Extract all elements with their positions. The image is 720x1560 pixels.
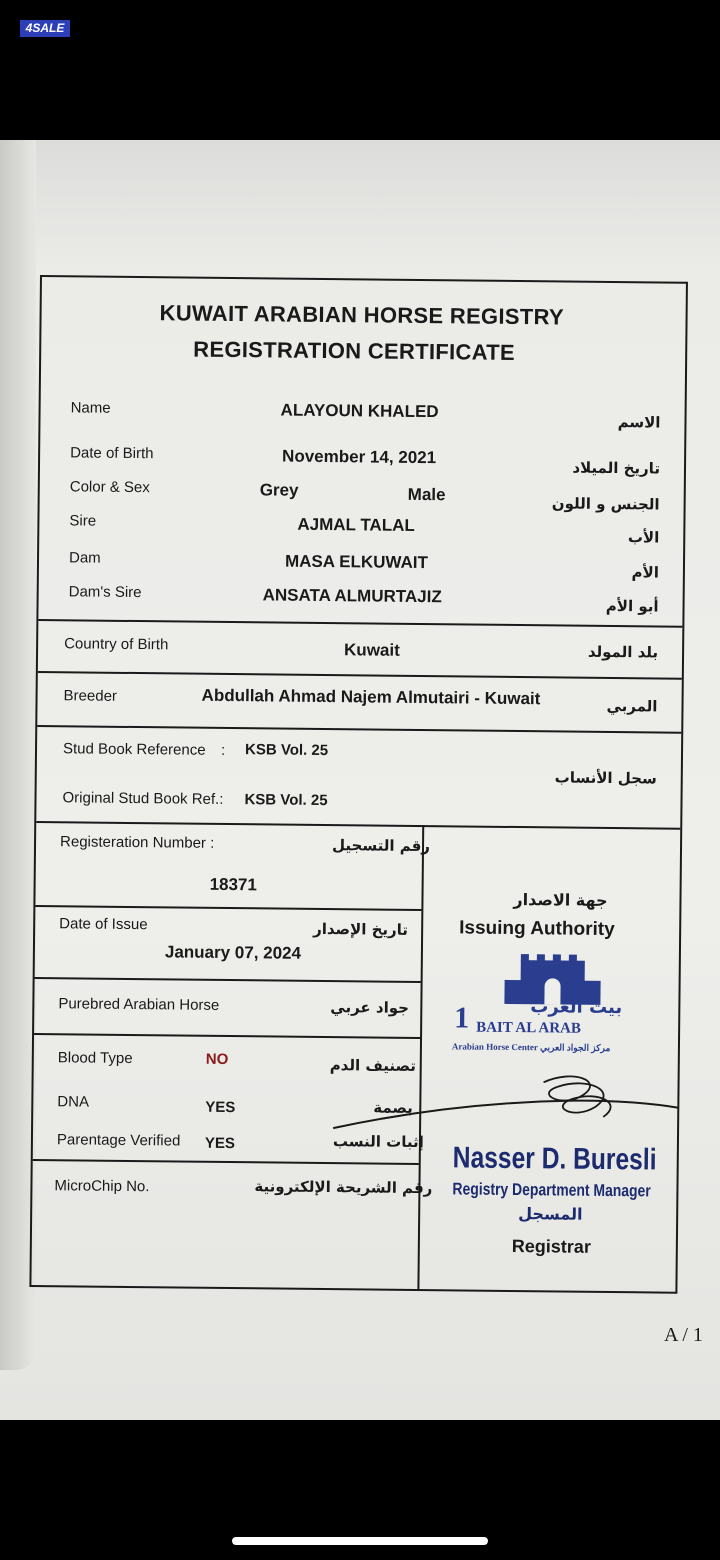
stud-book-label: Stud Book Reference [62, 740, 206, 759]
reg-number-label: Registeration Number : [59, 833, 215, 852]
date-issue-label-ar: تاريخ الإصدار [313, 919, 409, 939]
registrar-label: Registrar [511, 1235, 591, 1257]
color-value: Grey [259, 480, 299, 500]
blood-type-value: NO [205, 1050, 229, 1069]
dam-label: Dam [68, 549, 101, 567]
column-divider [417, 825, 424, 1289]
home-indicator[interactable] [232, 1537, 488, 1545]
date-issue-label: Date of Issue [59, 915, 148, 934]
breeder-label: Breeder [63, 687, 118, 705]
stud-book-value: KSB Vol. 25 [244, 741, 329, 760]
sex-value: Male [407, 484, 446, 505]
sire-label: Sire [69, 512, 97, 530]
certificate-title: REGISTRATION CERTIFICATE [193, 336, 516, 365]
breeder-label-ar: المربي [606, 696, 658, 716]
sire-value: AJMAL TALAL [297, 514, 415, 535]
dob-value: November 14, 2021 [282, 446, 437, 468]
parentage-label-ar: إثبات النسب [332, 1132, 424, 1152]
blood-type-label: Blood Type [57, 1049, 133, 1068]
page-number: A / 1 [664, 1324, 703, 1346]
logo-english: BAIT AL ARAB [476, 1019, 581, 1037]
dob-label-ar: تاريخ الميلاد [572, 458, 661, 478]
authority-label: Issuing Authority [459, 917, 615, 941]
registry-title: KUWAIT ARABIAN HORSE REGISTRY [159, 300, 565, 330]
date-issue-value: January 07, 2024 [164, 942, 302, 963]
parentage-label: Parentage Verified [56, 1131, 181, 1150]
country-label: Country of Birth [64, 635, 169, 654]
dna-label: DNA [57, 1093, 90, 1111]
dna-label-ar: بصمة [373, 1098, 413, 1117]
sire-label-ar: الأب [627, 528, 660, 547]
dams-sire-label-ar: أبو الأم [605, 596, 659, 616]
country-label-ar: بلد المولد [587, 642, 659, 662]
microchip-label-ar: رقم الشريحة الإلكترونية [254, 1177, 433, 1198]
signer-title: Registry Department Manager [452, 1179, 651, 1201]
signer-title-ar: المسجل [518, 1204, 583, 1224]
stud-book-colon: : [220, 741, 226, 759]
parentage-value: YES [204, 1134, 236, 1153]
authority-label-ar: جهة الاصدار [513, 889, 608, 910]
divider [33, 1159, 419, 1165]
dam-value: MASA ELKUWAIT [284, 551, 429, 573]
divider [35, 977, 421, 983]
logo-arabic: بيت العرب [530, 996, 623, 1019]
certificate-frame [29, 275, 688, 1294]
divider [34, 1033, 420, 1039]
signer-name: Nasser D. Buresli [452, 1141, 657, 1177]
reg-number-label-ar: رقم التسجيل [331, 836, 431, 856]
dob-label: Date of Birth [70, 444, 154, 463]
color-sex-label-ar: الجنس و اللون [551, 494, 660, 514]
divider [38, 619, 682, 628]
dam-label-ar: الأم [631, 563, 660, 582]
purebred-label: Purebred Arabian Horse [58, 995, 220, 1014]
logo-subtitle: Arabian Horse Center مركز الجواد العربي [451, 1041, 611, 1054]
country-value: Kuwait [343, 640, 400, 660]
app-badge: 4SALE [20, 20, 70, 37]
divider [36, 821, 680, 830]
divider [35, 905, 421, 911]
purebred-label-ar: جواد عربي [330, 998, 410, 1017]
dams-sire-value: ANSATA ALMURTAJIZ [262, 585, 442, 607]
divider [37, 725, 681, 734]
divider [38, 671, 682, 680]
orig-stud-book-label: Original Stud Book Ref.: [62, 789, 224, 808]
orig-stud-book-value: KSB Vol. 25 [244, 791, 328, 810]
dams-sire-label: Dam's Sire [68, 583, 142, 602]
name-label-ar: الاسم [617, 413, 661, 432]
stud-book-label-ar: سجل الأنساب [554, 768, 657, 788]
dna-value: YES [205, 1098, 236, 1117]
blood-type-label-ar: تصنيف الدم [329, 1056, 417, 1075]
color-sex-label: Color & Sex [69, 478, 150, 497]
name-label: Name [70, 399, 111, 417]
name-value: ALAYOUN KHALED [280, 400, 439, 422]
microchip-label: MicroChip No. [54, 1177, 150, 1196]
breeder-value: Abdullah Ahmad Najem Almutairi - Kuwait [201, 685, 541, 709]
reg-number-value: 18371 [209, 874, 258, 895]
logo-number: 1 [454, 1001, 470, 1035]
